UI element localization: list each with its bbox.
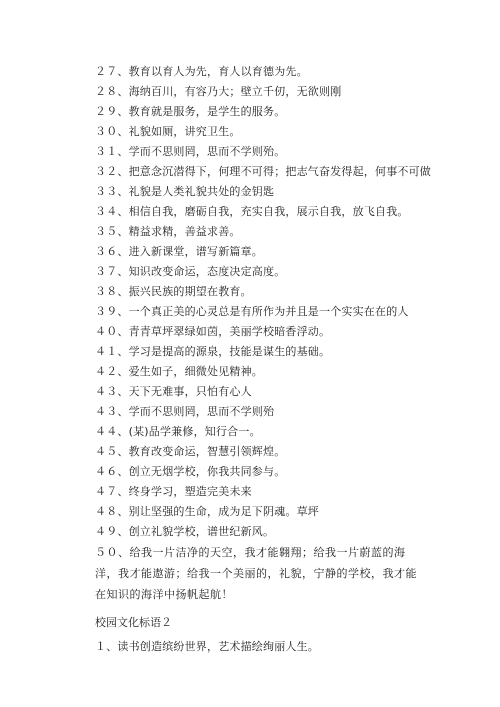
list-item: ４７、终身学习，塑造完美未来 <box>95 485 252 498</box>
list-item: ３０、礼貌如厕，讲究卫生。 <box>95 125 241 138</box>
list-item: ３９、一个真正美的心灵总是有所作为并且是一个实实在在的人 <box>95 305 409 318</box>
list-item: ４１、学习是提高的源泉，技能是谋生的基础。 <box>95 345 331 358</box>
list-item: ４５、教育改变命运，智慧引领辉煌。 <box>95 445 286 458</box>
section-heading: 校园文化标语２ <box>95 616 172 629</box>
list-item: ３１、学而不思则罔，思而不学则殆。 <box>95 145 286 158</box>
list-item: ３２、把意念沉潜得下，何理不可得；把志气奋发得起，何事不可做 <box>95 165 431 178</box>
list-item: ２９、教育就是服务，是学生的服务。 <box>95 105 286 118</box>
list-item: １、读书创造缤纷世界，艺术描绘绚丽人生。 <box>95 640 319 653</box>
list-item: ４９、创立礼貌学校，谱世纪新风。 <box>95 525 275 538</box>
list-item: ４６、创立无烟学校，你我共同参与。 <box>95 465 286 478</box>
list-item: ３７、知识改变命运，态度决定高度。 <box>95 265 286 278</box>
list-item: ４０、青青草坪翠绿如茵，美丽学校暗香浮动。 <box>95 325 331 338</box>
list-item: ２８、海纳百川，有容乃大；壁立千仞，无欲则刚 <box>95 85 342 98</box>
list-item: ３３、礼貌是人类礼貌共处的金钥匙 <box>95 185 275 198</box>
list-item: ４３、学而不思则罔，思而不学则殆 <box>95 405 275 418</box>
slogan-list <box>95 62 431 657</box>
list-item: ３８、振兴民族的期望在教育。 <box>95 285 252 298</box>
list-item: ３５、精益求精，善益求善。 <box>95 225 241 238</box>
list-item: ３４、相信自我，磨砺自我，充实自我，展示自我，放飞自我。 <box>95 205 409 218</box>
list-item: ２７、教育以育人为先，育人以育德为先。 <box>95 65 308 78</box>
list-item: ４２、爱生如子，细微处见精神。 <box>95 365 263 378</box>
list-item: ３６、进入新课堂，谱写新篇章。 <box>95 245 263 258</box>
list-item-paragraph: ５０、给我一片洁净的天空，我才能翱翔；给我一片蔚蓝的海洋，我才能遨游；给我一个美丽的，礼貌，宁静的学校，我才能在知识的海洋中扬帆起航！ <box>95 546 417 601</box>
list-item: ４３、天下无难事，只怕有心人 <box>95 385 252 398</box>
list-item: ４４、(某)品学兼修，知行合一。 <box>95 425 261 438</box>
list-item: ４８、别让坚强的生命，成为足下阴魂。草坪 <box>95 505 319 518</box>
